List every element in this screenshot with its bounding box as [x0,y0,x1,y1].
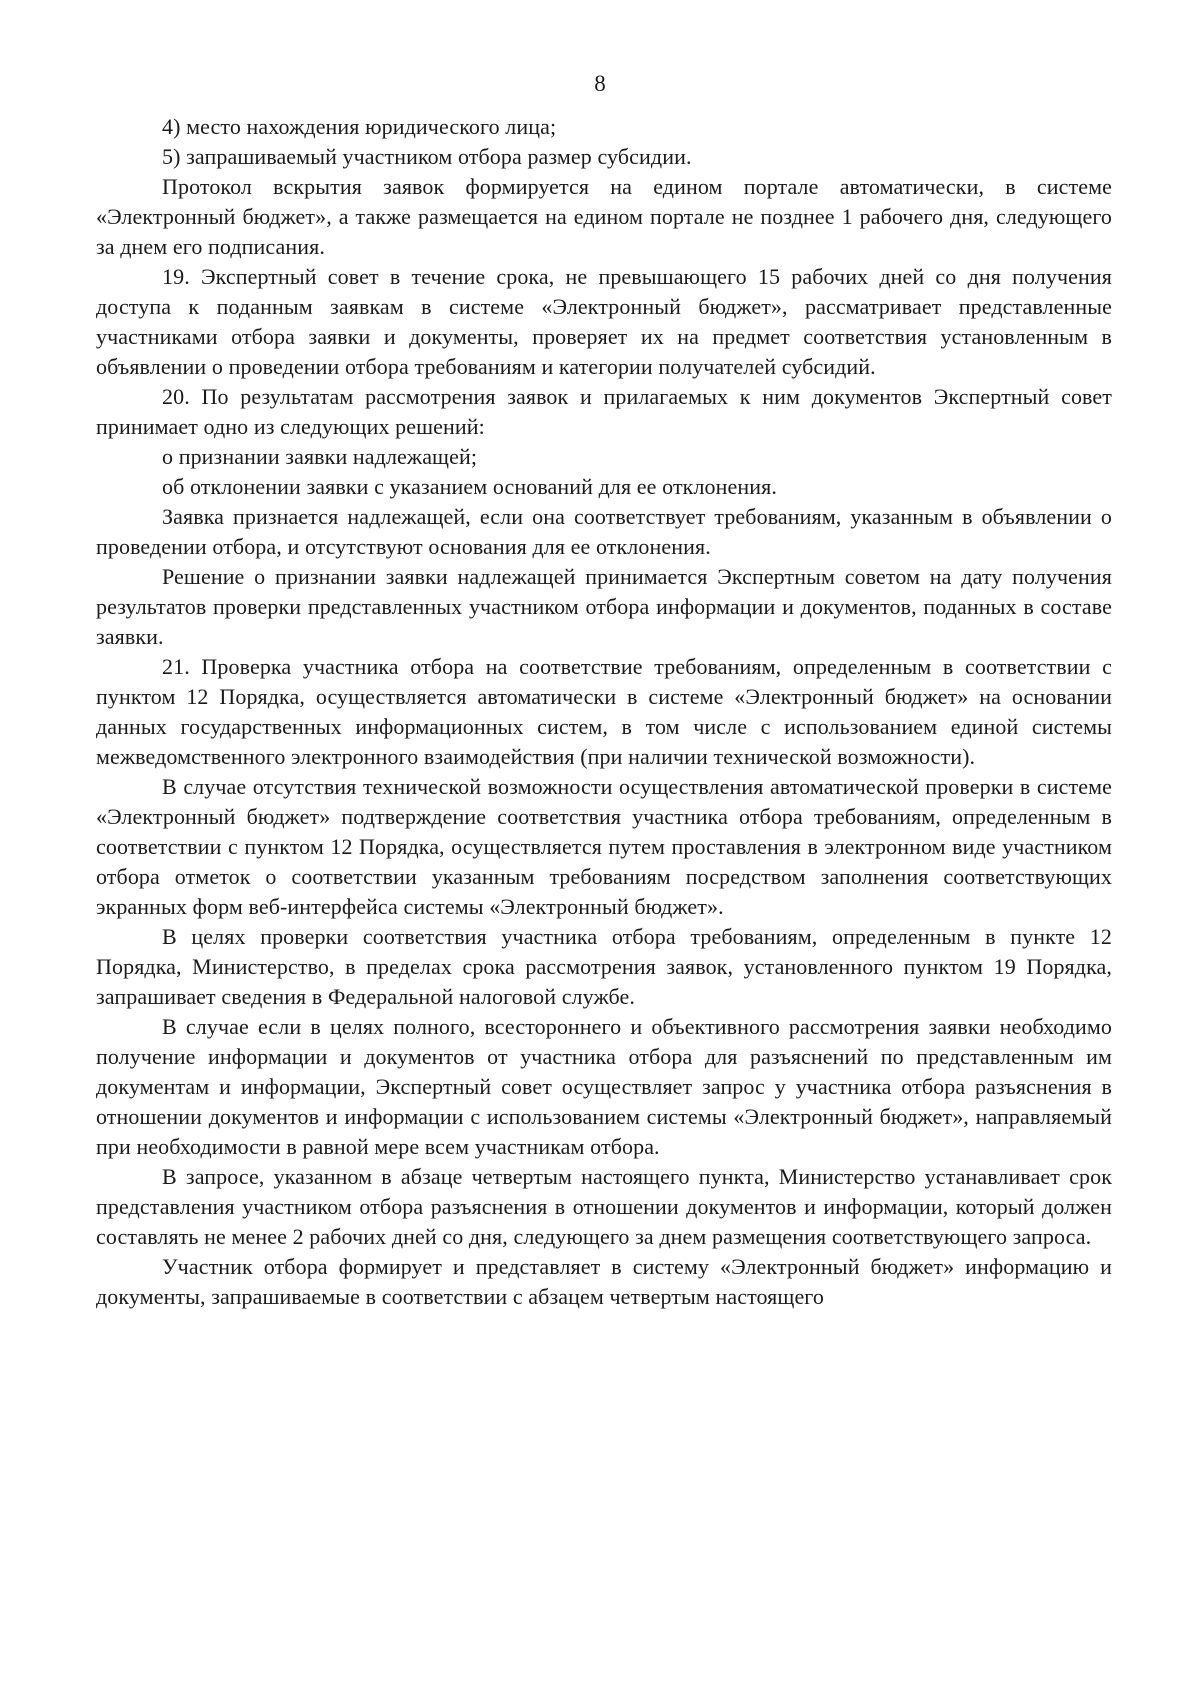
paragraph-clause-19: 19. Экспертный совет в течение срока, не превышающего 15 рабочих дней со дня получения доступа к поданным заявкам в системе «Электронный бюджет», рассматривает представленные участниками отбора заявки и документы, проверяет их на предмет соответствия установленным в объявлении о проведении отбора требованиям и категории получателей субсидий. [96,264,1112,379]
document-body [96,112,1112,1312]
paragraph-clause-20: 20. По результатам рассмотрения заявок и прилагаемых к ним документов Экспертный совет принимает одно из следующих решений: [96,384,1112,439]
paragraph-manual-check: В случае отсутствия технической возможности осуществления автоматической проверки в системе «Электронный бюджет» подтверждение соответствия участника отбора требованиям, определенным в соответствии с пунктом 12 Порядка, осуществляется путем проставления в электронном виде участником отбора отметок о соответствии указанным требованиям посредством заполнения соответствующих экранных форм веб-интерфейса системы «Электронный бюджет». [96,774,1112,919]
paragraph-item-4: 4) место нахождения юридического лица; [162,114,557,139]
paragraph-item-5: 5) запрашиваемый участником отбора размер субсидии. [162,144,692,169]
paragraph-request-deadline: В запросе, указанном в абзаце четвертым настоящего пункта, Министерство устанавливает срок представления участником отбора разъяснения в отношении документов и информации, который должен составлять не менее 2 рабочих дней со дня, следующего за днем размещения соответствующего запроса. [96,1164,1112,1249]
paragraph-tax-request: В целях проверки соответствия участника отбора требованиям, определенным в пункте 12 Порядка, Министерство, в пределах срока рассмотрения заявок, установленного пунктом 19 Порядка, запрашивает сведения в Федеральной налоговой службе. [96,924,1112,1009]
paragraph-participant-response: Участник отбора формирует и представляет в систему «Электронный бюджет» информацию и документы, запрашиваемые в соответствии с абзацем четвертым настоящего [96,1254,1112,1309]
page-number: 8 [594,71,606,96]
paragraph-application-proper: Заявка признается надлежащей, если она соответствует требованиям, указанным в объявлении о проведении отбора, и отсутствуют основания для ее отклонения. [96,504,1112,559]
paragraph-decision-date: Решение о признании заявки надлежащей принимается Экспертным советом на дату получения результатов проверки представленных участником отбора информации и документов, поданных в составе заявки. [96,564,1112,649]
paragraph-clause-21: 21. Проверка участника отбора на соответствие требованиям, определенным в соответствии с пунктом 12 Порядка, осуществляется автоматически в системе «Электронный бюджет» на основании данных государственных информационных систем, в том числе с использованием единой системы межведомственного электронного взаимодействия (при наличии технической возможности). [96,654,1112,769]
paragraph-decision-accept: о признании заявки надлежащей; [162,444,478,469]
paragraph-decision-reject: об отклонении заявки с указанием оснований для ее отклонения. [162,474,777,499]
paragraph-clarification-request: В случае если в целях полного, всестороннего и объективного рассмотрения заявки необходимо получение информации и документов от участника отбора для разъяснений по представленным им документам и информации, Экспертный совет осуществляет запрос у участника отбора разъяснения в отношении документов и информации с использованием системы «Электронный бюджет», направляемый при необходимости в равной мере всем участникам отбора. [96,1014,1112,1159]
paragraph-protocol: Протокол вскрытия заявок формируется на едином портале автоматически, в системе «Электронный бюджет», а также размещается на едином портале не позднее 1 рабочего дня, следующего за днем его подписания. [96,174,1112,259]
